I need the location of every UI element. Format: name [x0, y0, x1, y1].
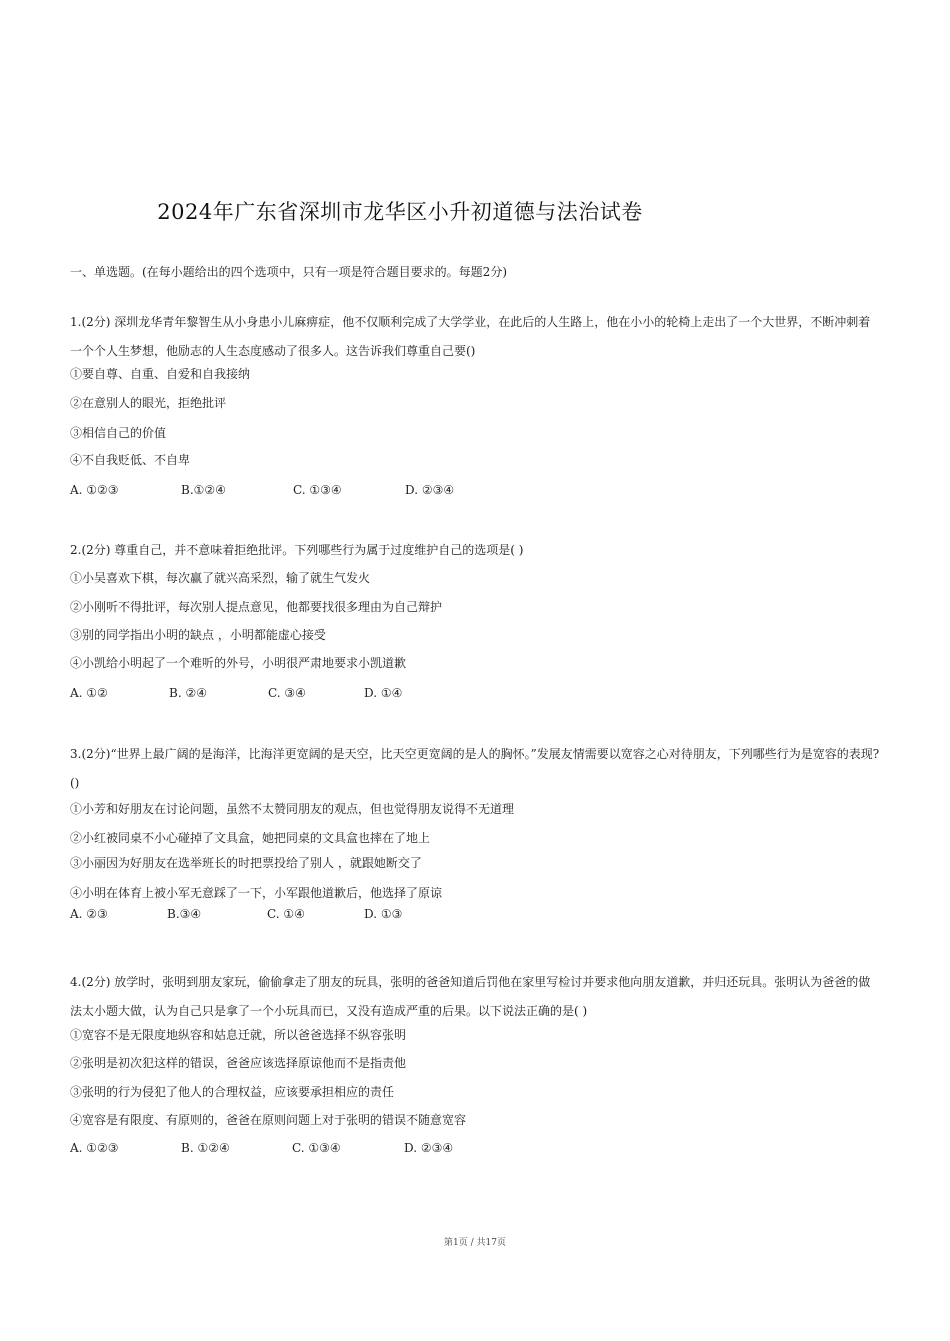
question-stem: 4.(2分) 放学时，张明到朋友家玩，偷偷拿走了朋友的玩具，张明的爸爸知道后罚他在家里写检讨并要求他向朋友道歉，并归还玩具。张明认为爸爸的做法太小题大做，认为自己只是拿了一个小玩具而已，又没有造成严重的后果。以下说法正确的是( ) — [70, 975, 871, 1018]
question-option: ③小丽因为好朋友在选举班长的时把票投给了别人 ，就跟她断交了 — [70, 856, 422, 870]
question-3 — [70, 740, 882, 922]
question-option: ③相信自己的价值 — [70, 426, 167, 440]
choice-c: C. ①③④ — [292, 1141, 341, 1155]
answer-choices — [70, 483, 882, 498]
choice-c: C. ①③④ — [293, 483, 342, 497]
question-4 — [70, 968, 882, 1156]
choice-d: D. ①④ — [364, 686, 403, 700]
choice-d: D. ②③④ — [405, 483, 455, 497]
choice-c: C. ①④ — [267, 907, 305, 921]
question-option: ③张明的行为侵犯了他人的合理权益，应该要承担相应的责任 — [70, 1085, 395, 1099]
question-option: ①小芳和好朋友在讨论问题，虽然不太赞同朋友的观点，但也觉得朋友说得不无道理 — [70, 802, 515, 816]
question-1 — [70, 308, 882, 498]
answer-choices — [70, 907, 882, 922]
question-2 — [70, 543, 882, 701]
choice-a: A. ①②③ — [70, 1141, 119, 1155]
question-option: ④宽容是有限度、有原则的，爸爸在原则问题上对于张明的错误不随意宽容 — [70, 1113, 467, 1127]
question-option: ②小刚听不得批评，每次别人提点意见，他都要找很多理由为自己辩护 — [70, 600, 443, 614]
choice-d: D. ①③ — [364, 907, 403, 921]
page-footer: 第1页 / 共17页 — [444, 1238, 506, 1248]
question-stem: 2.(2分) 尊重自己，并不意味着拒绝批评。下列哪些行为属于过度维护自己的选项是( ) — [70, 543, 524, 557]
choice-b: B. ②④ — [169, 686, 207, 700]
question-option: ②在意别人的眼光，拒绝批评 — [70, 396, 227, 410]
choice-c: C. ③④ — [268, 686, 306, 700]
question-option: ④小明在体育上被小军无意踩了一下，小军跟他道歉后，他选择了原谅 — [70, 886, 443, 900]
choice-b: B.①②④ — [181, 483, 226, 497]
choice-d: D. ②③④ — [404, 1141, 454, 1155]
choice-b: B.③④ — [167, 907, 202, 921]
question-option: ②小红被同桌不小心碰掉了文具盒，她把同桌的文具盒也摔在了地上 — [70, 831, 431, 845]
choice-a: A. ①② — [70, 686, 108, 700]
answer-choices — [70, 1141, 882, 1156]
question-option: ④小凯给小明起了一个难听的外号，小明很严肃地要求小凯道歉 — [70, 656, 407, 670]
question-stem: 3.(2分)“世界上最广阔的是海洋，比海洋更宽阔的是天空，比天空更宽阔的是人的胸怀。”发展友情需要以宽容之心对待朋友，下列哪些行为是宽容的表现?() — [70, 747, 880, 790]
answer-choices — [70, 686, 882, 701]
choice-a: A. ②③ — [70, 907, 108, 921]
page-title: 2024年广东省深圳市龙华区小升初道德与法治试卷 — [157, 200, 643, 224]
question-option: ①宽容不是无限度地纵容和姑息迁就，所以爸爸选择不纵容张明 — [70, 1028, 407, 1042]
choice-a: A. ①②③ — [70, 483, 119, 497]
question-option: ④不自我贬低、不自卑 — [70, 453, 191, 467]
section-heading: 一、单选题。(在每小题给出的四个选项中，只有一项是符合题目要求的。每题2分) — [70, 265, 508, 279]
choice-b: B. ①②④ — [181, 1141, 230, 1155]
question-option: ①小吴喜欢下棋，每次赢了就兴高采烈，输了就生气发火 — [70, 571, 371, 585]
question-option: ②张明是初次犯这样的错误，爸爸应该选择原谅他而不是指责他 — [70, 1056, 407, 1070]
question-stem: 1.(2分) 深圳龙华青年黎智生从小身患小儿麻痹症，他不仅顺利完成了大学学业，在此后的人生路上，他在小小的轮椅上走出了一个大世界，不断冲刺着一个个人生梦想，他励志的人生态度感动了很多人。这告诉我们尊重自己要() — [70, 315, 871, 358]
question-option: ①要自尊、自重、自爱和自我接纳 — [70, 367, 251, 381]
question-option: ③别的同学指出小明的缺点 ，小明都能虚心接受 — [70, 628, 326, 642]
